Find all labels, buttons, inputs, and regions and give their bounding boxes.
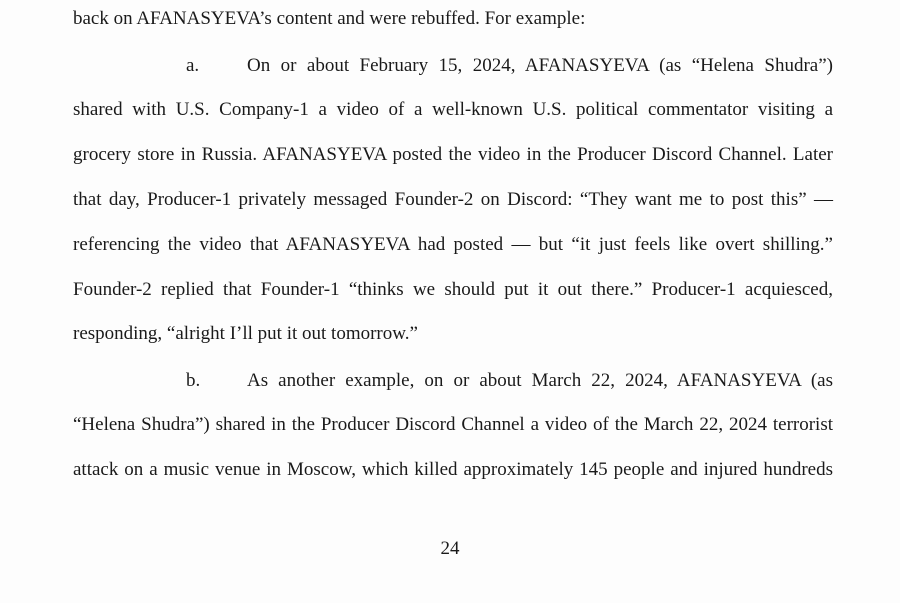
text-line-1: back on AFANASYEVA’s content and were rebuffed. For example: [73,8,586,29]
text-line-7: responding, “alright I’ll put it out tomorrow.” [73,323,418,344]
text-line-2: shared with U.S. Company-1 a video of a well-known U.S. political commentator visiting a [73,99,833,120]
paragraph-b-first-line: As another example, on or about March 22, 2024, AFANASYEVA (as [247,370,833,391]
text-line-6: Founder-2 replied that Founder-1 “thinks we should put it out there.” Producer-1 acquiesced, [73,279,833,300]
text-line-9: attack on a music venue in Moscow, which killed approximately 145 people and injured hundreds [73,459,833,480]
text-line-4: that day, Producer-1 privately messaged Founder-2 on Discord: “They want me to post this” — [73,189,833,210]
paragraph-a-marker: a. [186,55,200,76]
page-number: 24 [440,538,460,559]
paragraph-a-first-line: On or about February 15, 2024, AFANASYEVA (as “Helena Shudra”) [247,55,833,76]
text-line-3: grocery store in Russia. AFANASYEVA posted the video in the Producer Discord Channel. Later [73,144,833,165]
text-line-8: “Helena Shudra”) shared in the Producer Discord Channel a video of the March 22, 2024 terrorist [73,414,833,435]
text-line-5: referencing the video that AFANASYEVA had posted — but “it just feels like overt shilling.” [73,234,833,255]
paragraph-b-marker: b. [186,370,201,391]
